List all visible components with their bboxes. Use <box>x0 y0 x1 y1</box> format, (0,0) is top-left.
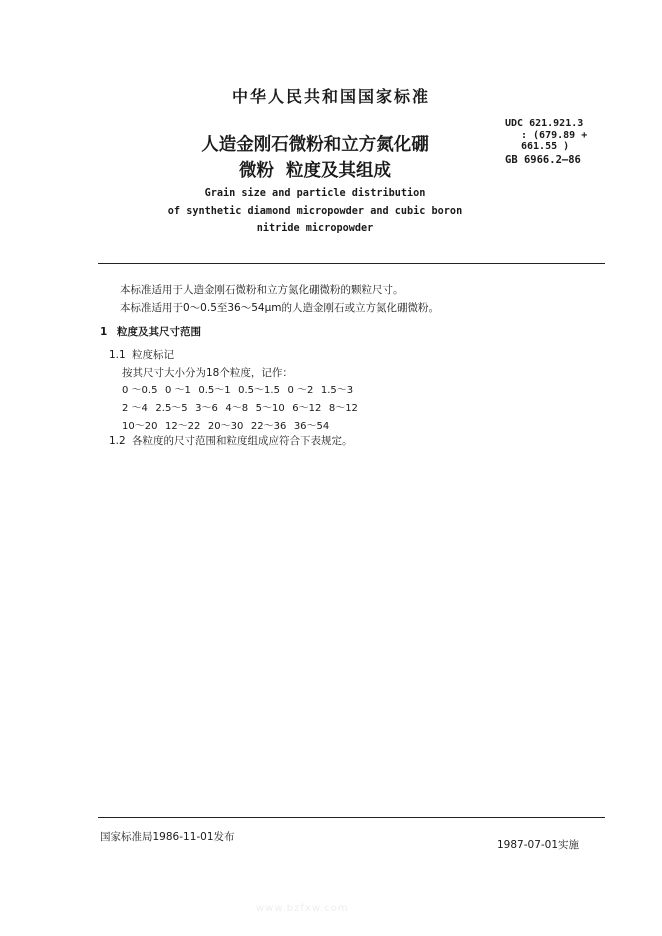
english-title-line2: of synthetic diamond micropowder and cubic boron <box>167 205 463 217</box>
chinese-title-line2 <box>150 158 480 184</box>
section-1-title: 粒度及其尺寸范围 <box>117 326 201 338</box>
section-1-1-title: 粒度标记 <box>132 349 174 361</box>
grain-size: 0 ～2 <box>287 385 314 396</box>
grain-size: 6～12 <box>292 403 322 414</box>
grain-size: 0 ～1 <box>164 385 191 396</box>
grain-count-description: 按其尺寸大小分为18个粒度，记作： <box>122 367 293 379</box>
effective-date: 1987-07-01实施 <box>497 839 580 851</box>
grain-size-list <box>122 382 365 436</box>
section-1-number: 1 <box>100 326 108 338</box>
grain-size: 1.5～3 <box>320 385 354 396</box>
english-title <box>100 185 530 238</box>
grain-size: 0 ～0.5 <box>122 385 158 396</box>
english-title-line1: Grain size and particle distribution <box>204 188 426 199</box>
gb-standard-number: GB 6966.2—86 <box>505 153 581 166</box>
grain-size: 4～8 <box>225 403 249 414</box>
header-divider <box>98 263 605 264</box>
grain-size-row-1 <box>122 382 365 400</box>
udc-code: UDC 621.921.3 <box>505 118 584 129</box>
watermark: www.bzfxw.com <box>256 903 349 914</box>
chinese-title-line1: 人造金刚石微粉和立方氮化硼 <box>201 135 429 155</box>
section-1-2-text: 各粒度的尺寸范围和粒度组成应符合下表规定。 <box>132 435 353 447</box>
section-1-1-number: 1.1 <box>109 349 126 361</box>
grain-size: 10～20 <box>122 421 158 432</box>
section-1-2 <box>109 432 353 450</box>
udc-code-continuation: : (679.89 + <box>521 129 588 141</box>
grain-size: 2.5～5 <box>155 403 188 414</box>
section-1-1-heading <box>109 346 174 364</box>
english-title-line3: nitride micropowder <box>256 223 374 234</box>
issue-date: 国家标准局1986-11-01发布 <box>100 831 235 843</box>
footer-divider <box>98 817 605 818</box>
grain-size: 22～36 <box>250 421 287 432</box>
chinese-title-line2-part-a: 微粉 <box>239 161 274 181</box>
grain-size: 12～22 <box>164 421 201 432</box>
scope-paragraphs <box>120 281 439 317</box>
section-1-2-number: 1.2 <box>109 435 126 447</box>
grain-size: 8～12 <box>328 403 358 414</box>
grain-size: 20～30 <box>207 421 244 432</box>
grain-size: 5～10 <box>255 403 285 414</box>
chinese-title <box>150 132 480 184</box>
section-1-heading <box>100 323 201 341</box>
grain-size: 36～54 <box>293 421 330 432</box>
issuing-authority-header: 中华人民共和国国家标准 <box>231 87 430 106</box>
scope-paragraph-1: 本标准适用于人造金刚石微粉和立方氮化硼微粉的颗粒尺寸。 <box>120 284 404 296</box>
chinese-title-line2-part-b: 粒度及其组成 <box>286 161 391 181</box>
grain-size: 0.5～1 <box>198 385 231 396</box>
grain-size-row-2 <box>122 400 365 418</box>
grain-size: 2 ～4 <box>122 403 148 414</box>
grain-size: 3～6 <box>195 403 218 414</box>
scope-paragraph-2: 本标准适用于0～0.5至36～54μm的人造金刚石或立方氮化硼微粉。 <box>120 302 440 314</box>
grain-size: 0.5～1.5 <box>238 385 280 396</box>
classification-block <box>505 118 587 166</box>
udc-code-continuation-2: 661.55 ) <box>521 141 570 152</box>
